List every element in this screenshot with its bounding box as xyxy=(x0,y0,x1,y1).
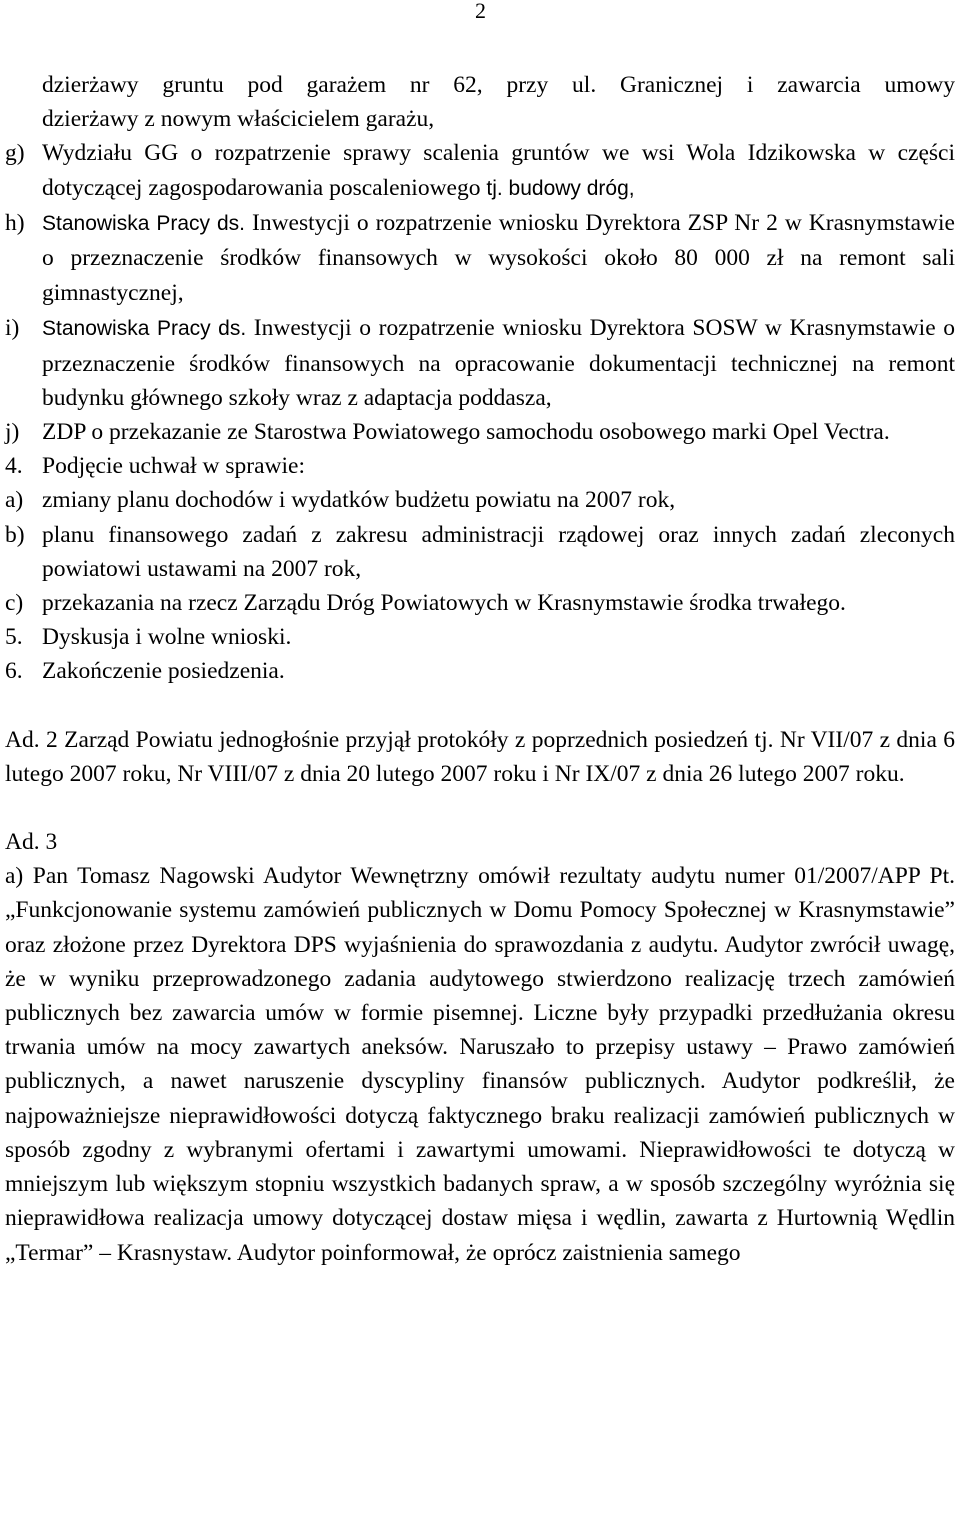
spacer xyxy=(5,791,955,825)
list-text: Stanowiska Pracy ds. Inwestycji o rozpatrzenie wniosku Dyrektora SOSW w Krasnymstawie o przeznaczenie środków finansowych na opracowanie dokumentacji technicznej na remont budynku głównego szkoły wraz z adaptacja poddasza, xyxy=(42,315,955,411)
list-text: zmiany planu dochodów i wydatków budżetu powiatu na 2007 rok, xyxy=(42,487,676,514)
resolution-item-a xyxy=(5,483,955,517)
list-item-g xyxy=(5,136,955,205)
point-text: Dyskusja i wolne wnioski. xyxy=(42,624,292,651)
list-label: h) xyxy=(5,209,25,236)
resolution-item-b xyxy=(5,518,955,586)
point-text: Zakończenie posiedzenia. xyxy=(42,658,285,685)
list-label: a) xyxy=(5,487,24,514)
list-label: g) xyxy=(5,140,25,167)
intro-line: dzierżawy gruntu pod garażem nr 62, przy ul. Granicznej i zawarcia umowy xyxy=(42,72,955,98)
agenda-point-4 xyxy=(5,449,955,483)
list-text: Wydziału GG o rozpatrzenie sprawy scalenia gruntów we wsi Wola Idzikowska w części dotyczącej zagospodarowania poscaleniowego tj. budowy dróg, xyxy=(42,140,955,201)
list-text: planu finansowego zadań z zakresu administracji rządowej oraz innych zadań zleconych powiatowi ustawami na 2007 rok, xyxy=(42,521,955,582)
ad2-paragraph: Ad. 2 Zarząd Powiatu jednogłośnie przyjął protokóły z poprzednich posiedzeń tj. Nr VII/07 z dnia 6 lutego 2007 roku, Nr VIII/07 z dnia 20 lutego 2007 roku i Nr IX/07 z dnia 26 lutego 2007 roku. xyxy=(5,726,955,787)
ad3-paragraph: a) Pan Tomasz Nagowski Audytor Wewnętrzny omówił rezultaty audytu numer 01/2007/APP Pt. „Funkcjonowanie systemu zamówień publicznych w Domu Pomocy Społecznej w Krasnymstawie” oraz złożone przez Dyrektora DPS wyjaśnienia do sprawozdania z audytu. Audytor zwrócił uwagę, że w wyniku przeprowadzonego zadania audytowego stwierdzono realizację trzech zamówień publicznych bez zawarcia umów w formie pisemnej. Liczne były przypadki przedłużania okresu trwania umów na mocy zawartych aneksów. Naruszało to przepisy ustawy – Prawo zamówień publicznych, a nawet naruszenie dyscypliny finansów publicznych. Audytor podkreślił, że najpoważniejsze nieprawidłowości dotyczą faktycznego braku realizacji zamówień publicznych w sposób zgodny z wybranymi ofertami i zawartymi umowami. Nieprawidłowości te dotyczą w mniejszym lub większym stopniu wszystkich badanych spraw, a w sposób szczególny wyróżnia się nieprawidłowa realizacja umowy dotyczącej dostaw mięsa i wędlin, zawarta z Hurtownią Wędlin „Termar” – Krasnystaw. Audytor poinformował, że oprócz zaistnienia samego xyxy=(5,863,955,1266)
intro-line: dzierżawy z nowym właścicielem garażu, xyxy=(42,106,435,133)
list-label: j) xyxy=(5,419,20,446)
intro-continuation xyxy=(5,68,955,136)
resolution-item-c xyxy=(5,586,955,620)
ad3-heading: Ad. 3 xyxy=(5,829,58,856)
list-item-h xyxy=(5,206,955,312)
point-label: 6. xyxy=(5,658,23,685)
list-label: i) xyxy=(5,315,20,342)
agenda-point-6 xyxy=(5,654,955,688)
point-label: 5. xyxy=(5,624,23,651)
list-text: ZDP o przekazanie ze Starostwa Powiatowego samochodu osobowego marki Opel Vectra. xyxy=(42,419,890,446)
list-label: c) xyxy=(5,590,24,617)
point-label: 4. xyxy=(5,453,23,480)
document-body xyxy=(5,68,955,1270)
point-text: Podjęcie uchwał w sprawie: xyxy=(42,453,305,480)
agenda-point-5 xyxy=(5,620,955,654)
page-number: 2 xyxy=(475,0,486,23)
spacer xyxy=(5,689,955,723)
list-text: Stanowiska Pracy ds. Inwestycji o rozpatrzenie wniosku Dyrektora ZSP Nr 2 w Krasnymstawie o przeznaczenie środków finansowych w wysokości około 80 000 zł na remont sali gimnastycznej, xyxy=(42,209,955,307)
list-label: b) xyxy=(5,521,25,548)
list-item-i xyxy=(5,311,955,415)
list-item-j xyxy=(5,415,955,449)
list-text: przekazania na rzecz Zarządu Dróg Powiatowych w Krasnymstawie środka trwałego. xyxy=(42,590,846,617)
